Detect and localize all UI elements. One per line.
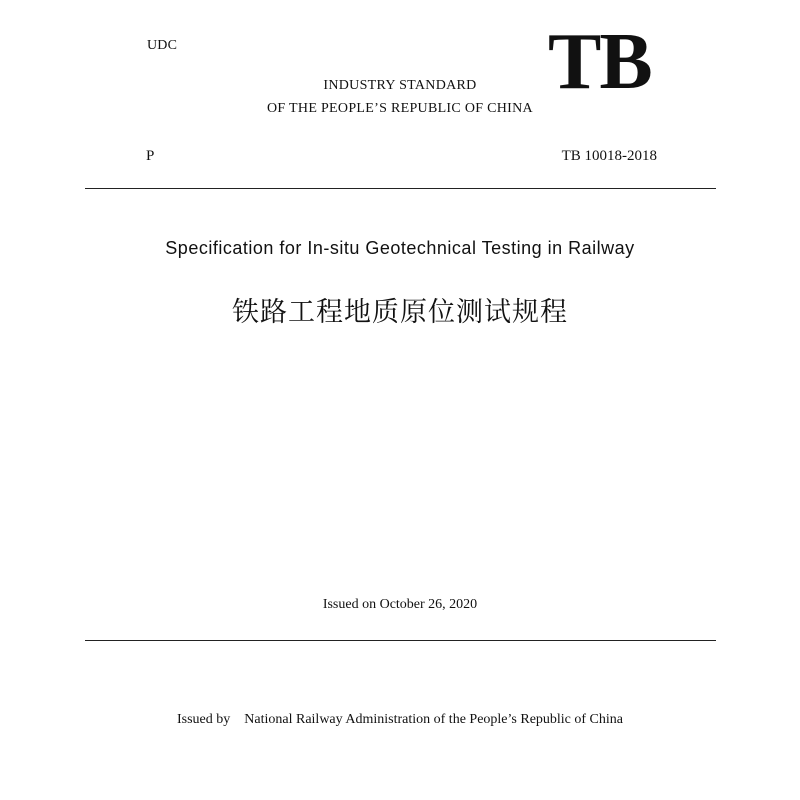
standard-title-line2: OF THE PEOPLE’S REPUBLIC OF CHINA xyxy=(267,101,533,116)
bottom-divider xyxy=(85,640,716,641)
tb-logo: TB xyxy=(548,18,651,106)
issued-by-label: Issued by xyxy=(177,712,231,727)
issuer-line xyxy=(0,712,800,728)
issue-date: Issued on October 26, 2020 xyxy=(322,597,478,612)
document-title-english: Specification for In-situ Geotechnical Testing in Railway xyxy=(165,238,635,258)
udc-label: UDC xyxy=(147,38,178,53)
classification-code: P xyxy=(146,148,155,164)
standard-title-line1: INDUSTRY STANDARD xyxy=(323,78,477,93)
top-divider xyxy=(85,188,716,189)
issuer-name: National Railway Administration of the People’s Republic of China xyxy=(244,712,623,727)
document-title-chinese: 铁路工程地质原位测试规程 xyxy=(232,297,568,328)
standard-number: TB 10018-2018 xyxy=(561,148,657,164)
